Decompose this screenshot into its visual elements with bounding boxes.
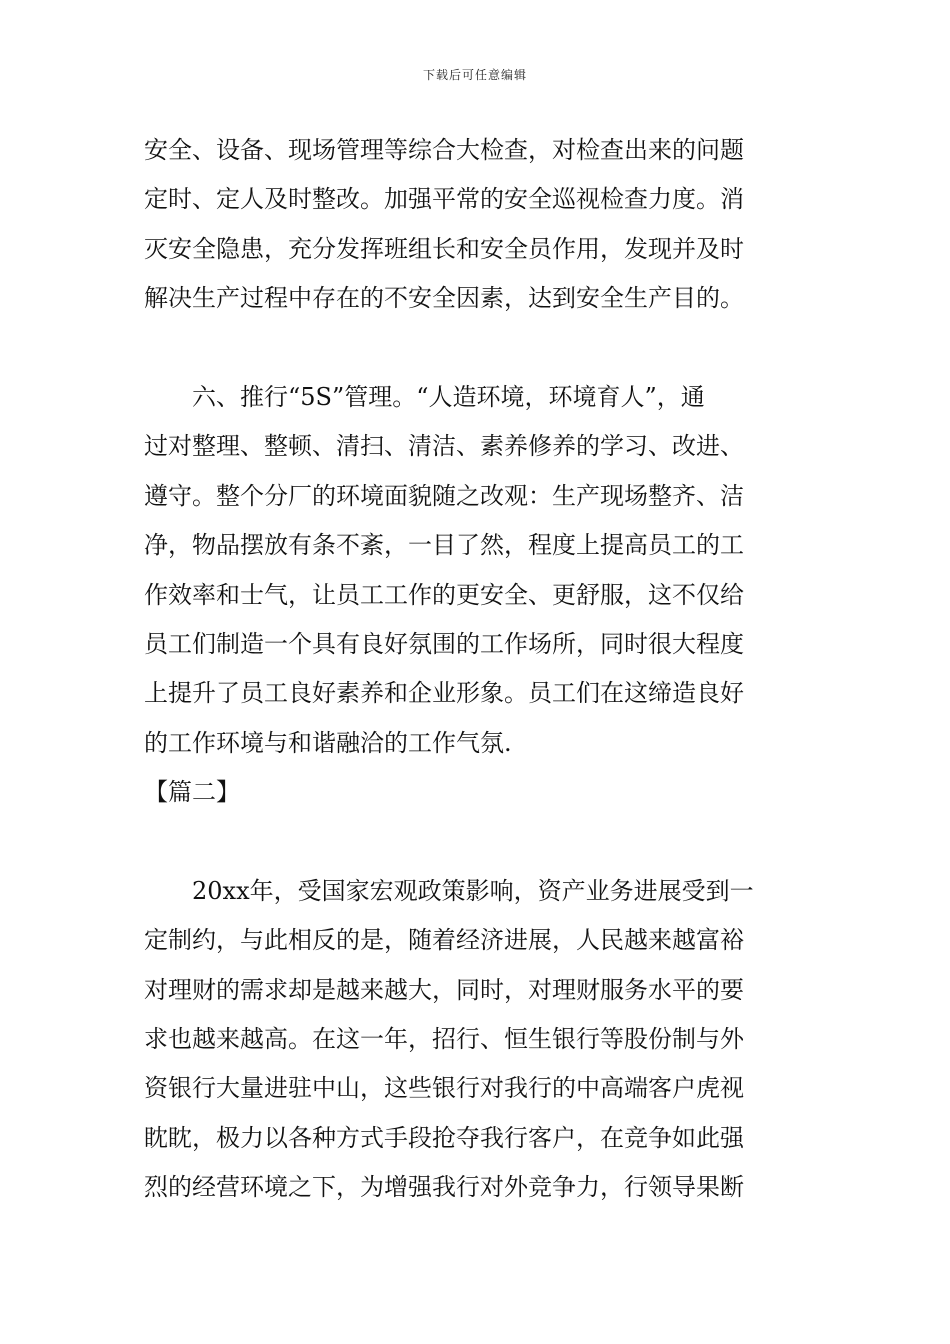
paragraph-1 (144, 126, 808, 324)
text-line: 过对整理、整顿、清扫、清洁、素养修养的学习、改进、 (144, 432, 744, 461)
text-line: 眈眈，极力以各种方式手段抢夺我行客户，在竞争如此强 (144, 1123, 744, 1152)
paragraph-gap (144, 817, 808, 866)
text-line: 资银行大量进驻中山，这些银行对我行的中高端客户虎视 (144, 1074, 744, 1103)
text-line: 的工作环境与和谐融洽的工作气氛. (144, 728, 512, 757)
text-line: 遵守。整个分厂的环境面貌随之改观：生产现场整齐、洁 (144, 481, 744, 510)
text-line: 作效率和士气，让员工工作的更安全、更舒服，这不仅给 (144, 580, 744, 609)
text-line: 对理财的需求却是越来越大，同时，对理财服务水平的要 (144, 975, 744, 1004)
text-line: 六、推行“5S”管理。“人造环境，环境育人”，通 (144, 382, 705, 411)
text-line: 解决生产过程中存在的不安全因素，达到安全生产目的。 (144, 284, 744, 313)
text-line: 定时、定人及时整改。加强平常的安全巡视检查力度。消 (144, 185, 744, 214)
text-line: 安全、设备、现场管理等综合大检查，对检查出来的问题 (144, 136, 744, 164)
document-body (144, 126, 808, 1213)
text-line: 灭安全隐患，充分发挥班组长和安全员作用，发现并及时 (144, 234, 744, 263)
page-header: 下载后可任意编辑 (422, 68, 527, 82)
text-line: 20xx年，受国家宏观政策影响，资产业务进展受到一 (144, 876, 754, 905)
text-line: 求也越来越高。在这一年，招行、恒生银行等股份制与外 (144, 1025, 744, 1054)
paragraph-3 (144, 867, 808, 1213)
text-line: 员工们制造一个具有良好氛围的工作场所，同时很大程度 (144, 629, 744, 658)
text-line: 定制约，与此相反的是，随着经济进展，人民越来越富裕 (144, 926, 744, 955)
text-line: 净，物品摆放有条不紊，一目了然，程度上提高员工的工 (144, 531, 744, 560)
paragraph-2 (144, 373, 808, 768)
text-line: 烈的经营环境之下，为增强我行对外竞争力，行领导果断 (144, 1173, 744, 1202)
text-line: 上提升了员工良好素养和企业形象。员工们在这缔造良好 (144, 679, 744, 708)
paragraph-gap (144, 324, 808, 373)
section-heading: 【篇二】 (144, 778, 240, 807)
